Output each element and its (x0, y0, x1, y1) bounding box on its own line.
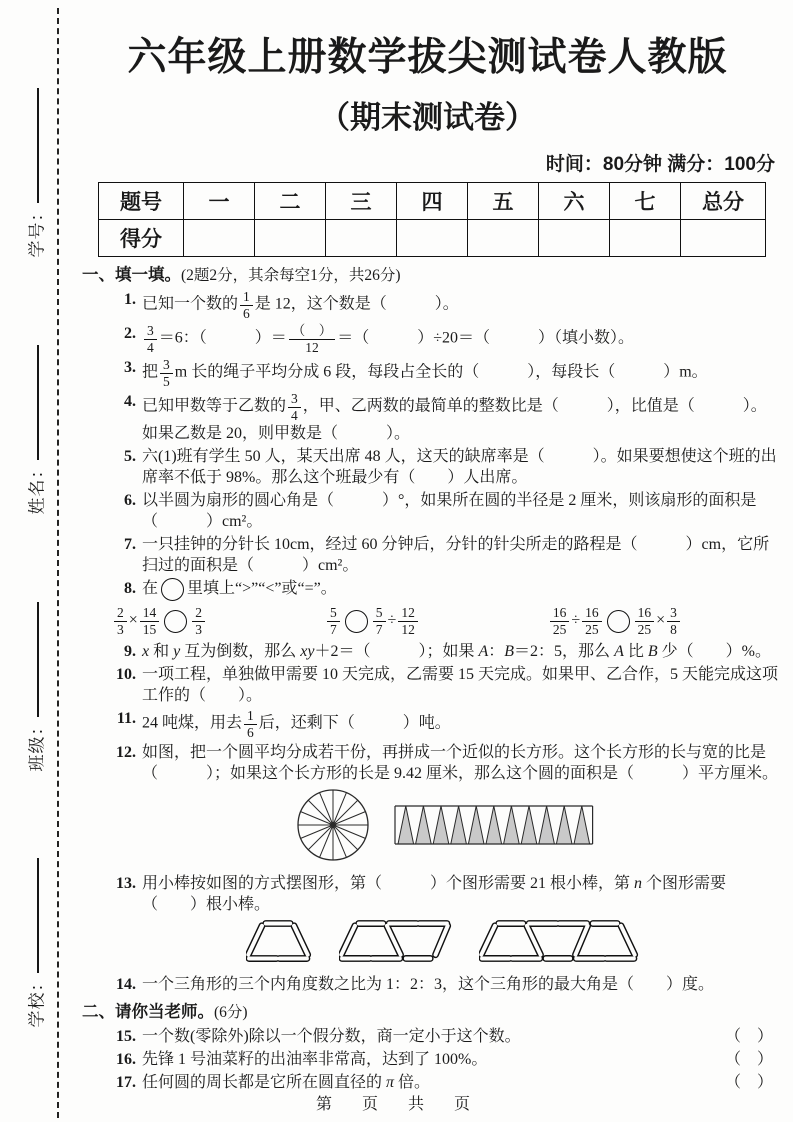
fraction (114, 605, 127, 637)
fraction-denominator: 4 (288, 407, 301, 424)
question-number: 13. (116, 875, 136, 893)
question-text: ＝6：（ ）＝ (158, 329, 287, 347)
math-variable: A (478, 643, 489, 661)
question-text: 和 (149, 643, 174, 661)
section-heading (82, 265, 779, 286)
question-body (142, 641, 779, 662)
fraction-denominator: 7 (373, 621, 386, 638)
score-cell (397, 220, 468, 257)
question-item (106, 490, 779, 532)
question-item (106, 323, 779, 355)
question-text: 先锋 1 号油菜籽的出油率非常高，达到了 100%。 (142, 1051, 488, 1069)
fraction-denominator: 15 (140, 621, 160, 638)
score-cell (610, 220, 681, 257)
question-text: 一个数(零除外)除以一个假分数，商一定小于这个数。 (142, 1028, 521, 1046)
fraction-numerator: 3 (163, 357, 170, 373)
stick-pattern-figure (106, 918, 779, 970)
question-body (142, 664, 779, 706)
fraction (288, 391, 301, 423)
score-table-header-cell: 七 (610, 183, 681, 220)
score-table-header-cell: 题号 (99, 183, 184, 220)
math-variable: B (504, 643, 515, 661)
question-text: 已知一个数的 (142, 295, 239, 313)
fraction (635, 605, 655, 637)
section-heading (82, 1002, 779, 1023)
circle-sectors-figure (285, 787, 600, 863)
question-text: 在 (142, 580, 159, 598)
questions-area (78, 265, 779, 1093)
section-score-note: (2题2分，其余每空1分，共26分) (181, 267, 401, 284)
score-cell (539, 220, 610, 257)
stick-trapezoid-figure-3 (479, 918, 640, 964)
fraction-denominator: 4 (144, 339, 157, 356)
question-number: 12. (116, 744, 136, 762)
fraction-denominator: 6 (244, 724, 257, 741)
score-cell (468, 220, 539, 257)
page-title: 六年级上册数学拔尖测试卷人教版 (127, 36, 728, 79)
comparison-circle-blank (164, 610, 187, 633)
fraction-denominator: 5 (160, 373, 173, 390)
score-table-score-row (99, 220, 766, 257)
question-text: ，甲、乙两数的最简单的整数比是（ ），比值是（ ）。如果乙数是 20，则甲数是（ ）。 (142, 397, 767, 443)
fraction (240, 289, 253, 321)
school-label: 学校： (27, 973, 47, 1028)
fraction (667, 605, 680, 637)
fraction-numerator: 2 (117, 605, 124, 621)
question-text: 以半圆为扇形的圆心角是（ ）°，如果所在圆的半径是 2 厘米，则该扇形的面积是（ ）cm²。 (142, 492, 757, 531)
test-paper (62, 0, 793, 1095)
section-score-note: (6分) (214, 1004, 248, 1022)
question-number: 8. (124, 580, 136, 598)
fraction-comparison-row (112, 605, 772, 637)
question-number: 10. (116, 666, 136, 684)
fraction-denominator: 12 (289, 339, 336, 356)
fraction (582, 605, 602, 637)
question-number: 4. (124, 393, 136, 411)
score-table (98, 182, 766, 257)
comparison-circle-blank (161, 578, 184, 601)
fraction-denominator: 25 (550, 621, 570, 638)
fraction-numerator: 12 (401, 605, 415, 621)
math-variable: xy (300, 643, 315, 661)
section-title: 一、填一填。 (82, 266, 181, 284)
question-item (106, 578, 779, 601)
true-false-answer-blank: （ ） (724, 1074, 773, 1092)
question-body (142, 708, 779, 740)
question-item (106, 289, 779, 321)
fraction-numerator: 5 (330, 605, 337, 621)
question-statement (142, 1049, 725, 1070)
question-body (142, 974, 779, 995)
fraction-numerator: 3 (147, 323, 154, 339)
question-item (106, 664, 779, 706)
fraction-numerator: 2 (195, 605, 203, 621)
question-item (106, 1026, 779, 1047)
fraction (192, 605, 205, 637)
true-false-answer-blank: （ ） (724, 1028, 773, 1046)
question-number: 15. (116, 1028, 136, 1046)
math-variable: B (647, 643, 658, 661)
question-text: ＝2：5，那么 (514, 643, 615, 661)
fraction-numerator: （ ） (291, 323, 333, 339)
score-table-header-cell: 二 (255, 183, 326, 220)
math-variable: π (386, 1074, 395, 1092)
question-item (106, 1049, 779, 1070)
page-subtitle: （期末测试卷） (319, 100, 536, 135)
question-text: 比 (623, 643, 648, 661)
fraction-numerator: 5 (375, 605, 383, 621)
fraction-denominator: 12 (398, 621, 418, 638)
question-text: 是 12，这个数是（ ）。 (254, 295, 459, 313)
question-number: 6. (124, 492, 136, 510)
math-variable: y (173, 643, 181, 661)
question-body (142, 323, 779, 355)
question-text: 24 吨煤，用去 (142, 714, 243, 732)
question-body (142, 534, 779, 576)
fraction-denominator: 3 (114, 621, 127, 638)
question-item (106, 641, 779, 662)
fraction-denominator: 25 (582, 621, 602, 638)
question-text: 一只挂钟的分针长 10cm，经过 60 分钟后，分针的针尖所走的路程是（ ）cm，它所扫过的面积是（ ）cm²。 (142, 536, 770, 575)
score-table-header-cell: 四 (397, 183, 468, 220)
question-body (142, 1049, 779, 1070)
question-item (106, 357, 779, 389)
question-body (142, 578, 779, 601)
question-statement (142, 1026, 725, 1047)
sidebar-dashed-divider (57, 8, 59, 1118)
class-label: 班级： (27, 717, 47, 772)
score-table-header-cell: 六 (539, 183, 610, 220)
question-text: 把 (142, 363, 159, 381)
fraction-denominator: 8 (667, 621, 680, 638)
question-body (142, 289, 779, 321)
comparison-expression (325, 605, 420, 637)
question-body (142, 446, 779, 488)
score-cell (326, 220, 397, 257)
question-body (142, 873, 779, 915)
score-table-header-cell: 三 (326, 183, 397, 220)
question-text: m 长的绳子平均分成 6 段，每段占全长的（ ），每段长（ ）m。 (174, 363, 708, 381)
question-body (142, 742, 779, 784)
question-text: 少（ ）%。 (657, 643, 771, 661)
fraction (398, 605, 418, 637)
question-number: 17. (116, 1074, 136, 1092)
question-text: ÷ (571, 611, 581, 629)
question-number: 7. (124, 536, 136, 554)
question-text: 如图，把一个圆平均分成若干份，再拼成一个近似的长方形。这个长方形的长与宽的比是（ ）；如果这个长方形的长是 9.42 厘米，那么这个圆的面积是（ ）平方厘米。 (142, 744, 779, 783)
score-cell (681, 220, 766, 257)
question-item (106, 974, 779, 995)
page-footer: 第 页 共 页 (315, 1096, 477, 1113)
question-number: 14. (116, 976, 136, 994)
question-item (106, 742, 779, 784)
question-text: 已知甲数等于乙数的 (142, 397, 287, 415)
question-number: 2. (124, 325, 136, 343)
comparison-expression (548, 605, 682, 637)
fraction (373, 605, 386, 637)
fraction-denominator: 7 (327, 621, 340, 638)
fraction (244, 708, 257, 740)
question-text: 任何圆的周长都是它所在圆直径的 (142, 1074, 387, 1092)
student-info-sidebar (0, 0, 58, 1122)
time-and-score-info: 时间：80分钟 满分：100分 (545, 154, 775, 175)
question-item (106, 391, 779, 444)
fraction (327, 605, 340, 637)
question-text: × (128, 611, 138, 629)
question-text: 倍。 (394, 1074, 431, 1092)
score-table-header-cell: 总分 (681, 183, 766, 220)
question-item (106, 446, 779, 488)
fraction-numerator: 14 (142, 605, 157, 621)
question-text: 用小棒按如图的方式摆图形，第（ ）个图形需要 21 根小棒，第 (142, 875, 635, 893)
fraction-numerator: 1 (243, 289, 250, 304)
question-text: 里填上“>”“<”或“=”。 (187, 580, 337, 598)
question-text: 一项工程，单独做甲需要 10 天完成，乙需要 15 天完成。如果甲、乙合作，5 天能完成这项工作的（ ）。 (142, 666, 779, 705)
fraction (550, 605, 570, 637)
student-name-label: 姓名： (27, 460, 47, 515)
fraction (160, 357, 173, 389)
question-body (142, 1026, 779, 1047)
question-number: 5. (124, 448, 136, 466)
fraction-numerator: 3 (291, 391, 298, 407)
fraction-numerator: 16 (637, 605, 652, 621)
question-text: ÷ (387, 611, 397, 629)
fraction (289, 323, 336, 355)
question-item (106, 873, 779, 915)
score-cell (184, 220, 255, 257)
question-text: 一个三角形的三个内角度数之比为 1：2：3，这个三角形的最大角是（ ）度。 (142, 976, 715, 994)
question-text: ＋2＝（ ）；如果 (314, 643, 479, 661)
fraction (140, 605, 160, 637)
question-text: 后，还剩下（ ）吨。 (258, 714, 451, 732)
question-number: 1. (124, 291, 136, 308)
stick-trapezoid-figure-2 (339, 918, 453, 964)
comparison-expression (112, 605, 207, 637)
question-body (142, 490, 779, 532)
fraction-denominator: 25 (635, 621, 655, 638)
question-text: ： (488, 643, 505, 661)
score-table-header-row (99, 183, 766, 220)
question-number: 11. (116, 710, 136, 728)
math-variable: n (634, 875, 643, 893)
question-body (142, 391, 779, 444)
fraction-denominator: 3 (192, 621, 205, 638)
score-row-label: 得分 (99, 220, 184, 257)
question-text: × (656, 611, 666, 629)
math-variable: x (142, 643, 150, 661)
student-id-label: 学号： (27, 203, 47, 258)
section-title: 二、请你当老师。 (82, 1003, 214, 1022)
question-number: 16. (116, 1051, 136, 1069)
question-text: ＝（ ）÷20＝（ ）（填小数）。 (337, 329, 635, 347)
question-number: 3. (124, 359, 136, 377)
score-table-header-cell: 一 (184, 183, 255, 220)
fraction (144, 323, 157, 355)
fraction-numerator: 16 (552, 605, 567, 621)
stick-trapezoid-figure-1 (246, 918, 313, 964)
question-number: 9. (124, 643, 136, 661)
circle-to-rectangle-figure (106, 787, 779, 869)
fraction-numerator: 3 (670, 605, 677, 621)
question-item (106, 534, 779, 576)
question-text: 互为倒数，那么 (180, 643, 301, 661)
comparison-circle-blank (607, 610, 630, 633)
fraction-numerator: 1 (247, 708, 254, 724)
question-item (106, 708, 779, 740)
comparison-circle-blank (345, 610, 368, 633)
fraction-numerator: 16 (585, 605, 599, 621)
score-cell (255, 220, 326, 257)
fraction-denominator: 6 (240, 305, 253, 322)
question-text: 个图形需要（ ）根小棒。 (142, 875, 727, 914)
true-false-answer-blank: （ ） (724, 1051, 773, 1069)
question-text: 六(1)班有学生 50 人，某天出席 48 人，这天的缺席率是（ ）。如果要想使这个班的出席率不低于 98%。那么这个班最少有（ ）人出席。 (142, 448, 777, 487)
score-table-header-cell: 五 (468, 183, 539, 220)
question-body (142, 357, 779, 389)
math-variable: A (614, 643, 624, 661)
